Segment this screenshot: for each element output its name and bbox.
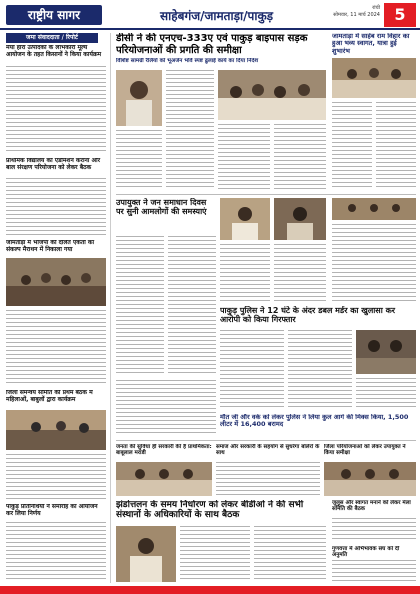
left-story-5-text [6,522,106,582]
mid-story-text-2 [168,236,216,376]
section-rule-1 [116,194,416,195]
left-story-3-text [6,310,106,386]
right-top-photo [332,58,416,98]
big-bottom-text-2 [254,526,326,582]
side-right-text-2 [332,560,416,582]
police-text-1 [220,330,284,410]
page-number: 5 [384,3,416,27]
right-top-headline: जामताड़ा में साहेब राम विहार का हुआ भव्य स्वागत, यात्रा हुई शुभारंभ [332,33,410,55]
lead-photo-left [116,70,162,126]
seizure-headline: मौत जी और वर्क को लेकर पुलिस ने लिया कुल आगे की मिक्स किया, 1,500 लीटर में 16,400 बरामद [220,414,409,429]
lead-text-col-0 [116,130,162,190]
big-bottom-headline: झंडोत्तलन के समय निर्धारण को लेकर बीडीओ ने की सभी संस्थानों के अधिकारियों के साथ बैठक [116,500,304,521]
left-headline-4: जिला समन्वय समिति की प्रथम बैठक में महिलाओं, बाबुलों द्वारा कार्यक्रम [6,390,93,403]
police-text-3 [356,378,416,410]
column-divider [110,33,111,583]
police-text-2 [288,330,352,410]
left-headline-2: प्राथमिक विद्यालय का एडमिशन कराना और बाल संरक्षण परियोजना को लेकर बैठक [6,158,101,171]
lead-headline: डीसी ने की एनएच-333ए एवं पाकुड़ बाइपास सड़क परियोजनाओं की प्रगति की समीक्षा [116,33,308,56]
footer-bar [0,586,420,594]
date-city: रांची [372,5,380,11]
bottom-mid-text [216,462,320,496]
mid-photo-2 [274,198,326,240]
left-headline-5: पाकुड़ प्रतिनिधियों ने समारोह का आयोजन कर लिया निर्णय [6,504,98,517]
mid-story-text-1 [116,236,164,376]
side-right-text-1 [332,518,416,542]
lead-text-col-1 [166,70,214,190]
section-title: साहेबगंज/जामताड़ा/पाकुड़ [160,9,274,23]
left-headline-3: जामताड़ा में भाजपा की दलित एकता का संकल्प मैराथन में निकाला गया [6,240,95,253]
bottom-left-headline: जनता की सुविधा ही सरकारी की है प्राथमिकता: बाबूलाल मरांडी [116,444,212,457]
date-text: सोमवार, 11 मार्च 2024 [333,12,380,18]
left-photo-2 [6,410,106,450]
mid-side-text [274,244,326,302]
left-headline-1: मैया हारा उत्पादकों के लाभकारी मूल्य आयोजन के तहत किसानों ने किया कार्यक्रम [6,45,102,58]
lead-subhead: विशिष्ट सामग्री रैलियों को भूअर्जन भवि स्पष्ट ढुलाई कार्य का दिया निर्देश [116,58,259,64]
bottom-mid-headline: समाज और सरकारी के सहयोग से सुधरेगा बोलेरो के साथ [216,444,320,457]
right-mid-text [332,224,416,302]
masthead [0,0,420,30]
police-photo [356,330,416,374]
side-right-headline: जुलूस और स्वागत मनाने को लेकर मेला समिति की बैठक [332,500,411,513]
mid-photo-caption-text [220,244,270,302]
lead-photo-meeting [218,70,326,120]
big-bottom-text-1 [180,526,250,582]
mid-photo-1 [220,198,270,240]
section-rule-2 [116,440,416,441]
left-story-2-text [6,178,106,236]
mid-story-text-3 [116,380,216,436]
date-block [318,5,380,19]
left-story-1-text [6,66,106,154]
left-photo-1 [6,258,106,306]
right-mid-photo [332,198,416,220]
bottom-left-photo [116,462,212,496]
side-right-headline-2: गुणवत्ता में अभिभावक संघ को दी अनुमति [332,546,400,559]
lead-text-col-2 [218,124,270,190]
right-top-text-1 [332,102,372,190]
bottom-right-headline: जिला परियोजनाओं को लेकर उपायुक्त ने किया समीक्षा [324,444,406,457]
newspaper-logo: राष्ट्रीय सागर [6,5,102,25]
mid-story-headline: उपायुक्त ने जन समाधान दिवस पर सुनी आमलोगों की समस्याएं [116,198,207,217]
right-top-text-2 [376,102,416,190]
bottom-right-photo [324,462,416,496]
left-story-4-text [6,454,106,500]
left-column-tag: जमा संवाददाता / रिपोर्ट [6,33,98,43]
big-bottom-photo [116,526,176,582]
police-headline: पाकुड़ पुलिस ने 12 घंटे के अंदर डबल मर्डर का खुलासा कर आरोपी को किया गिरफ्तार [220,306,395,325]
lead-text-col-3 [274,124,326,190]
